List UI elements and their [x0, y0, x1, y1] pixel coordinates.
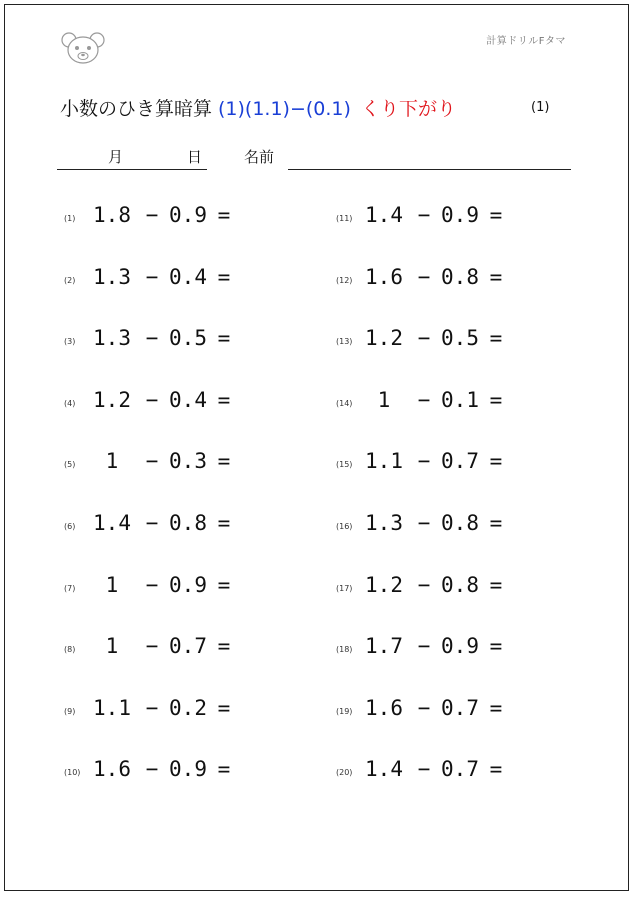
- equals-sign: =: [217, 449, 231, 473]
- problem-item: [64, 573, 244, 603]
- problem-item: [336, 573, 516, 603]
- problem-number: (7): [64, 584, 76, 593]
- subtrahend: 0.8: [441, 265, 479, 289]
- subtrahend: 0.9: [441, 634, 479, 658]
- problem-number: (17): [336, 584, 353, 593]
- minuend: 1.6: [93, 757, 131, 781]
- problem-number: (1): [64, 214, 76, 223]
- problem-item: [64, 511, 244, 541]
- minus-sign: −: [145, 511, 159, 535]
- subtrahend: 0.7: [441, 696, 479, 720]
- equals-sign: =: [217, 326, 231, 350]
- problem-item: [64, 203, 244, 233]
- minuend: 1.1: [93, 696, 131, 720]
- minus-sign: −: [145, 326, 159, 350]
- equals-sign: =: [489, 326, 503, 350]
- minus-sign: −: [417, 326, 431, 350]
- subtrahend: 0.9: [169, 573, 207, 597]
- minus-sign: −: [145, 757, 159, 781]
- equals-sign: =: [217, 511, 231, 535]
- problem-number: (8): [64, 645, 76, 654]
- title-main: 小数のひき算暗算: [60, 98, 213, 120]
- problem-item: [64, 265, 244, 295]
- problem-item: [336, 203, 516, 233]
- minuend: 1.2: [93, 388, 131, 412]
- name-underline[interactable]: [288, 169, 571, 170]
- problem-item: [336, 634, 516, 664]
- minus-sign: −: [145, 634, 159, 658]
- minuend: 1.1: [365, 449, 403, 473]
- minus-sign: −: [145, 573, 159, 597]
- title-range: (1)(1.1)−(0.1): [218, 98, 351, 120]
- minus-sign: −: [417, 696, 431, 720]
- problem-number: (5): [64, 460, 76, 469]
- problem-item: [64, 388, 244, 418]
- minus-sign: −: [145, 388, 159, 412]
- equals-sign: =: [217, 634, 231, 658]
- problem-number: (3): [64, 337, 76, 346]
- subtrahend: 0.4: [169, 265, 207, 289]
- minuend: 1.4: [93, 511, 131, 535]
- problem-number: (15): [336, 460, 353, 469]
- minuend: 1.2: [365, 573, 403, 597]
- minuend: 1: [105, 573, 119, 597]
- subtrahend: 0.1: [441, 388, 479, 412]
- minuend: 1.7: [365, 634, 403, 658]
- equals-sign: =: [489, 757, 503, 781]
- minus-sign: −: [417, 203, 431, 227]
- problem-number: (2): [64, 276, 76, 285]
- minus-sign: −: [417, 449, 431, 473]
- problem-item: [336, 326, 516, 356]
- problem-item: [64, 634, 244, 664]
- minuend: 1.2: [365, 326, 403, 350]
- problem-item: [336, 265, 516, 295]
- minuend: 1.4: [365, 757, 403, 781]
- problem-item: [64, 326, 244, 356]
- minus-sign: −: [417, 634, 431, 658]
- problem-item: [336, 511, 516, 541]
- problem-item: [64, 696, 244, 726]
- subtrahend: 0.4: [169, 388, 207, 412]
- equals-sign: =: [489, 634, 503, 658]
- subtrahend: 0.7: [441, 757, 479, 781]
- equals-sign: =: [489, 203, 503, 227]
- problem-number: (9): [64, 707, 76, 716]
- problem-item: [64, 757, 244, 787]
- problem-number: (12): [336, 276, 353, 285]
- problem-item: [336, 757, 516, 787]
- title-type: くり下がり: [360, 98, 456, 120]
- problem-item: [336, 388, 516, 418]
- equals-sign: =: [217, 573, 231, 597]
- subtrahend: 0.8: [441, 511, 479, 535]
- equals-sign: =: [217, 203, 231, 227]
- minuend: 1: [105, 449, 119, 473]
- problem-number: (13): [336, 337, 353, 346]
- minuend: 1.6: [365, 696, 403, 720]
- minus-sign: −: [145, 449, 159, 473]
- subtrahend: 0.9: [441, 203, 479, 227]
- equals-sign: =: [489, 449, 503, 473]
- minus-sign: −: [145, 203, 159, 227]
- equals-sign: =: [217, 696, 231, 720]
- equals-sign: =: [489, 388, 503, 412]
- problem-number: (11): [336, 214, 353, 223]
- equals-sign: =: [489, 573, 503, 597]
- subtrahend: 0.5: [441, 326, 479, 350]
- day-label: 日: [187, 148, 203, 166]
- equals-sign: =: [217, 388, 231, 412]
- subtrahend: 0.7: [441, 449, 479, 473]
- problem-number: (18): [336, 645, 353, 654]
- equals-sign: =: [489, 511, 503, 535]
- equals-sign: =: [217, 265, 231, 289]
- problem-item: [64, 449, 244, 479]
- problem-number: (20): [336, 768, 353, 777]
- month-label: 月: [108, 148, 124, 166]
- bear-logo-icon: [61, 31, 105, 65]
- minus-sign: −: [417, 511, 431, 535]
- problem-number: (14): [336, 399, 353, 408]
- problem-item: [336, 449, 516, 479]
- subtrahend: 0.3: [169, 449, 207, 473]
- subtrahend: 0.9: [169, 757, 207, 781]
- name-label: 名前: [244, 148, 275, 166]
- equals-sign: =: [217, 757, 231, 781]
- subtrahend: 0.7: [169, 634, 207, 658]
- minus-sign: −: [145, 265, 159, 289]
- minuend: 1: [377, 388, 391, 412]
- minuend: 1.4: [365, 203, 403, 227]
- problem-number: (4): [64, 399, 76, 408]
- minuend: 1.3: [93, 265, 131, 289]
- problem-number: (19): [336, 707, 353, 716]
- minus-sign: −: [145, 696, 159, 720]
- minus-sign: −: [417, 757, 431, 781]
- subtrahend: 0.5: [169, 326, 207, 350]
- page-title: [60, 94, 456, 121]
- minus-sign: −: [417, 265, 431, 289]
- problem-number: (10): [64, 768, 81, 777]
- subtrahend: 0.8: [441, 573, 479, 597]
- problem-item: [336, 696, 516, 726]
- brand-label: 計算ドリルFタマ: [486, 36, 566, 47]
- subtrahend: 0.2: [169, 696, 207, 720]
- problem-number: (16): [336, 522, 353, 531]
- minuend: 1.3: [93, 326, 131, 350]
- sheet-number: (1): [531, 100, 550, 115]
- subtrahend: 0.9: [169, 203, 207, 227]
- date-underline[interactable]: [57, 169, 207, 170]
- equals-sign: =: [489, 265, 503, 289]
- minuend: 1.6: [365, 265, 403, 289]
- subtrahend: 0.8: [169, 511, 207, 535]
- minus-sign: −: [417, 388, 431, 412]
- minuend: 1: [105, 634, 119, 658]
- equals-sign: =: [489, 696, 503, 720]
- minus-sign: −: [417, 573, 431, 597]
- minuend: 1.8: [93, 203, 131, 227]
- problem-number: (6): [64, 522, 76, 531]
- minuend: 1.3: [365, 511, 403, 535]
